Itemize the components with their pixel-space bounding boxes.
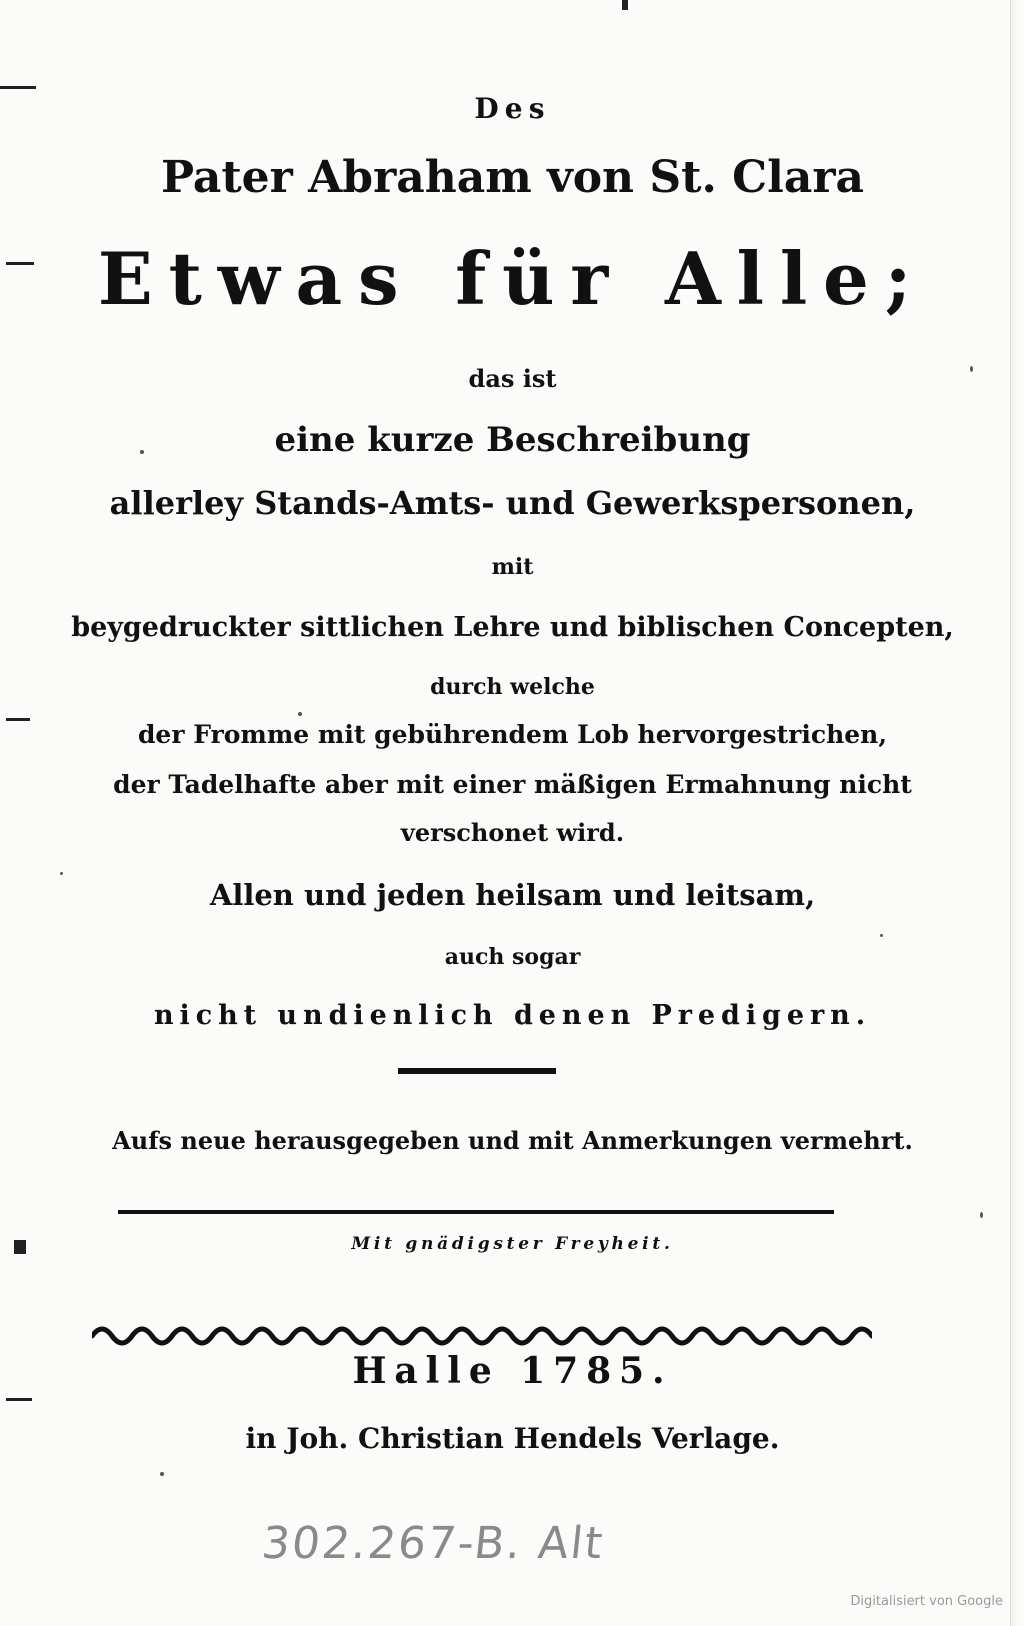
margin-mark	[6, 1398, 32, 1401]
line-desc-2: allerley Stands-Amts- und Gewerkspersonen,	[109, 484, 916, 522]
place-year: Halle 1785.	[352, 1350, 673, 1392]
speck	[160, 1472, 164, 1476]
line-durch: durch welche	[430, 674, 595, 700]
line-auch: auch sogar	[444, 944, 581, 970]
line-desc-1: eine kurze Beschreibung	[274, 420, 751, 460]
line-predigern: nicht undienlich denen Predigern.	[153, 1000, 872, 1031]
line-desc-5: der Tadelhafte aber mit einer mäßigen Ermahnung nicht	[113, 770, 912, 799]
speck	[880, 934, 883, 937]
line-desc-3: beygedruckter sittlichen Lehre und biblischen Concepten,	[71, 612, 954, 643]
speck	[60, 872, 63, 875]
title-article: Des	[474, 92, 551, 125]
google-watermark: Digitalisiert von Google	[850, 1594, 1003, 1609]
edition-line: Aufs neue herausgegeben und mit Anmerkungen vermehrt.	[112, 1126, 913, 1155]
speck	[980, 1212, 983, 1218]
short-rule	[398, 1068, 556, 1074]
publisher-line: in Joh. Christian Hendels Verlage.	[245, 1422, 780, 1455]
margin-mark	[0, 86, 36, 89]
margin-mark	[622, 0, 628, 10]
line-mit: mit	[491, 554, 534, 580]
long-rule	[118, 1210, 834, 1214]
speck	[298, 712, 302, 716]
author-line: Pater Abraham von St. Clara	[160, 152, 865, 203]
handwritten-shelfmark: 302.267-B. Alt	[259, 1518, 607, 1569]
line-das-ist: das ist	[468, 364, 557, 393]
line-desc-4: der Fromme mit gebührendem Lob hervorgestrichen,	[137, 720, 888, 749]
line-allen: Allen und jeden heilsam und leitsam,	[209, 878, 816, 912]
ornamental-wave-rule	[92, 1318, 872, 1352]
main-title: Etwas für Alle;	[97, 236, 928, 321]
privilege-line: Mit gnädigster Freyheit.	[351, 1234, 674, 1254]
line-desc-6: verschonet wird.	[400, 818, 625, 847]
